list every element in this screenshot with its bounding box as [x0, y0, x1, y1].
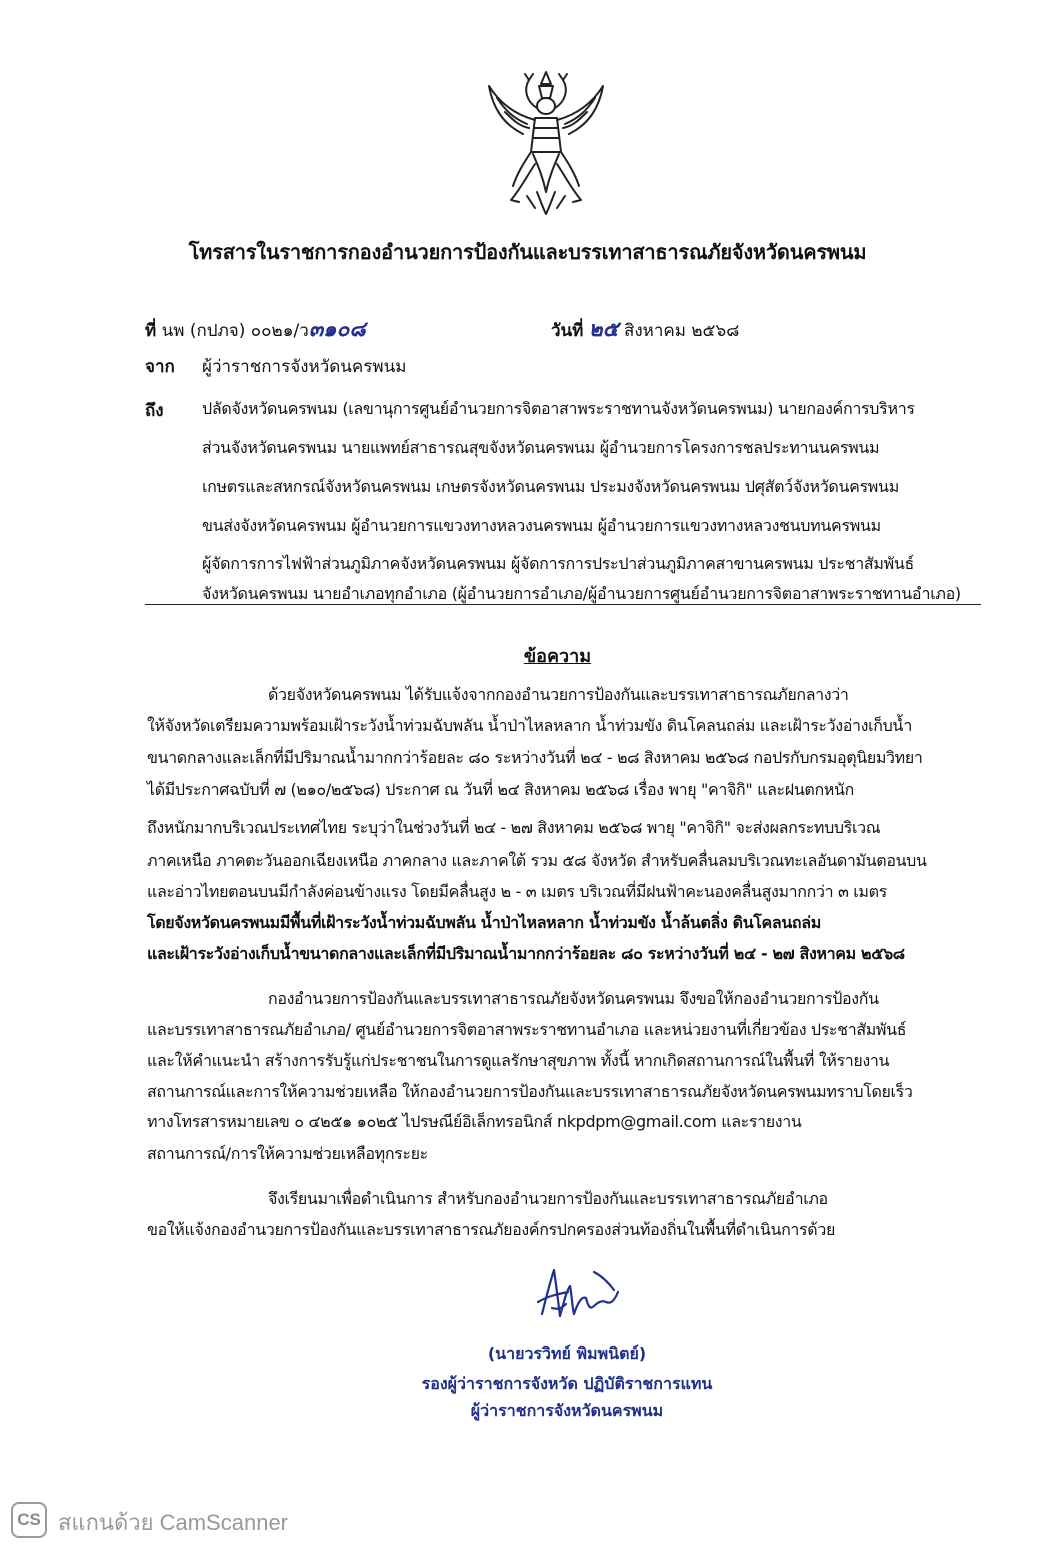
paragraph-1-line: ด้วยจังหวัดนครพนม ได้รับแจ้งจากกองอำนวยการป้องกันและบรรเทาสาธารณภัยกลางว่า [268, 685, 849, 704]
signatory-position: รองผู้ว่าราชการจังหวัด ปฏิบัติราชการแทน [421, 1374, 713, 1393]
camscanner-watermark: สแกนด้วย CamScanner [58, 1510, 289, 1535]
paragraph-1-bold-line: โดยจังหวัดนครพนมมีพื้นที่เฝ้าระวังน้ำท่วมฉับพลัน น้ำป่าไหลหลาก น้ำท่วมขัง น้ำล้นตลิ่ง ดินโคลนถล่ม [147, 913, 821, 932]
recipient-line: ส่วนจังหวัดนครพนม นายแพทย์สาธารณสุขจังหวัดนครพนม ผู้อำนวยการโครงการชลประทานนครพนม [202, 438, 880, 457]
date-month-year: สิงหาคม ๒๕๖๘ [623, 321, 740, 341]
ref-value: นพ (กปภจ) ๐๐๒๑/ว [161, 321, 309, 341]
ref-label: ที่ [145, 321, 157, 341]
document-title: โทรสารในราชการกองอำนวยการป้องกันและบรรเทาสาธารณภัยจังหวัดนครพนม [188, 240, 867, 264]
paragraph-1-line: ให้จังหวัดเตรียมความพร้อมเฝ้าระวังน้ำท่วมฉับพลัน น้ำป่าไหลหลาก น้ำท่วมขัง ดินโคลนถล่ม และเฝ้าระวังอ่างเก็บน้ำ [147, 716, 912, 735]
paragraph-2-line: และบรรเทาสาธารณภัยอำเภอ/ ศูนย์อำนวยการจิตอาสาพระราชทานอำเภอ และหน่วยงานที่เกี่ยวข้อง ประชาสัมพันธ์ [147, 1020, 907, 1039]
paragraph-1-line: ภาคเหนือ ภาคตะวันออกเฉียงเหนือ ภาคกลาง และภาคใต้ รวม ๕๘ จังหวัด สำหรับคลื่นลมบริเวณทะเลอันดามันตอนบน [147, 851, 927, 870]
date-label: วันที่ [551, 321, 584, 341]
to-label: ถึง [145, 401, 164, 421]
header-divider [145, 604, 981, 605]
subject-heading: ข้อความ [523, 646, 592, 667]
recipient-line: ขนส่งจังหวัดนครพนม ผู้อำนวยการแขวงทางหลวงนครพนม ผู้อำนวยการแขวงทางหลวงชนบทนครพนม [202, 516, 881, 535]
paragraph-3-line: ขอให้แจ้งกองอำนวยการป้องกันและบรรเทาสาธารณภัยองค์กรปกครองส่วนท้องถิ่นในพื้นที่ดำเนินการด้วย [147, 1220, 836, 1239]
recipient-line: ปลัดจังหวัดนครพนม (เลขานุการศูนย์อำนวยการจิตอาสาพระราชทานจังหวัดนครพนม) นายกองค์การบริหาร [202, 399, 915, 418]
camscanner-logo-icon: CS [11, 1502, 47, 1538]
paragraph-1-line: ขนาดกลางและเล็กที่มีปริมาณน้ำมากกว่าร้อยละ ๘๐ ระหว่างวันที่ ๒๔ - ๒๘ สิงหาคม ๒๕๖๘ กอปรกับกรมอุตุนิยมวิทยา [147, 748, 923, 767]
paragraph-2-line: สถานการณ์และการให้ความช่วยเหลือ ให้กองอำนวยการป้องกันและบรรเทาสาธารณภัยจังหวัดนครพนมทราบโดยเร็ว [147, 1082, 913, 1101]
from-label: จาก [145, 357, 175, 377]
signature-mark-icon [528, 1262, 620, 1332]
from-value: ผู้ว่าราชการจังหวัดนครพนม [202, 357, 407, 377]
reference-number-row [145, 313, 366, 346]
signatory-name: (นายวรวิทย์ พิมพนิตย์) [487, 1344, 647, 1363]
recipient-line: เกษตรและสหกรณ์จังหวัดนครพนม เกษตรจังหวัดนครพนม ประมงจังหวัดนครพนม ปศุสัตว์จังหวัดนครพนม [202, 477, 899, 496]
garuda-emblem-icon [483, 68, 609, 218]
ref-handwritten-number: ๓๑๐๘ [308, 316, 366, 341]
paragraph-1-bold-line: และเฝ้าระวังอ่างเก็บน้ำขนาดกลางและเล็กที่มีปริมาณน้ำมากกว่าร้อยละ ๘๐ ระหว่างวันที่ ๒๔ - ๒๗ สิงหาคม ๒๕๖๘ [147, 944, 905, 963]
paragraph-3-line: จึงเรียนมาเพื่อดำเนินการ สำหรับกองอำนวยการป้องกันและบรรเทาสาธารณภัยอำเภอ [268, 1189, 828, 1208]
paragraph-2-line: และให้คำแนะนำ สร้างการรับรู้แก่ประชาชนในการดูแลรักษาสุขภาพ ทั้งนี้ หากเกิดสถานการณ์ในพื้นที่ ให้รายงาน [147, 1051, 890, 1070]
paragraph-1-line: ได้มีประกาศฉบับที่ ๗ (๒๑๐/๒๕๖๘) ประกาศ ณ วันที่ ๒๔ สิงหาคม ๒๕๖๘ เรื่อง พายุ "คาจิกิ" และฝนตกหนัก [147, 780, 854, 799]
recipient-line: ผู้จัดการการไฟฟ้าส่วนภูมิภาคจังหวัดนครพนม ผู้จัดการการประปาส่วนภูมิภาคสาขานครพนม ประชาสัมพันธ์ [202, 554, 914, 573]
date-handwritten-day: ๒๕ [588, 316, 619, 341]
paragraph-2-line: ทางโทรสารหมายเลข ๐ ๔๒๕๑ ๑๐๒๕ ไปรษณีย์อิเล็กทรอนิกส์ nkpdpm@gmail.com และรายงาน [147, 1112, 802, 1131]
paragraph-2-line: สถานการณ์/การให้ความช่วยเหลือทุกระยะ [147, 1144, 428, 1163]
paragraph-1-line: และอ่าวไทยตอนบนมีกำลังค่อนข้างแรง โดยมีคลื่นสูง ๒ - ๓ เมตร บริเวณที่มีฝนฟ้าคะนองคลื่นสูงมากกว่า ๓ เมตร [147, 882, 887, 901]
paragraph-2-line: กองอำนวยการป้องกันและบรรเทาสาธารณภัยจังหวัดนครพนม จึงขอให้กองอำนวยการป้องกัน [268, 989, 879, 1008]
paragraph-1-line: ถึงหนักมากบริเวณประเทศไทย ระบุว่าในช่วงวันที่ ๒๔ - ๒๗ สิงหาคม ๒๕๖๘ พายุ "คาจิกิ" จะส่งผลกระทบบริเวณ [147, 818, 881, 837]
date-row [551, 313, 739, 346]
signatory-on-behalf: ผู้ว่าราชการจังหวัดนครพนม [470, 1401, 664, 1420]
recipient-line: จังหวัดนครพนม นายอำเภอทุกอำเภอ (ผู้อำนวยการอำเภอ/ผู้อำนวยการศูนย์อำนวยการจิตอาสาพระราชทานอำเภอ) [202, 584, 961, 603]
